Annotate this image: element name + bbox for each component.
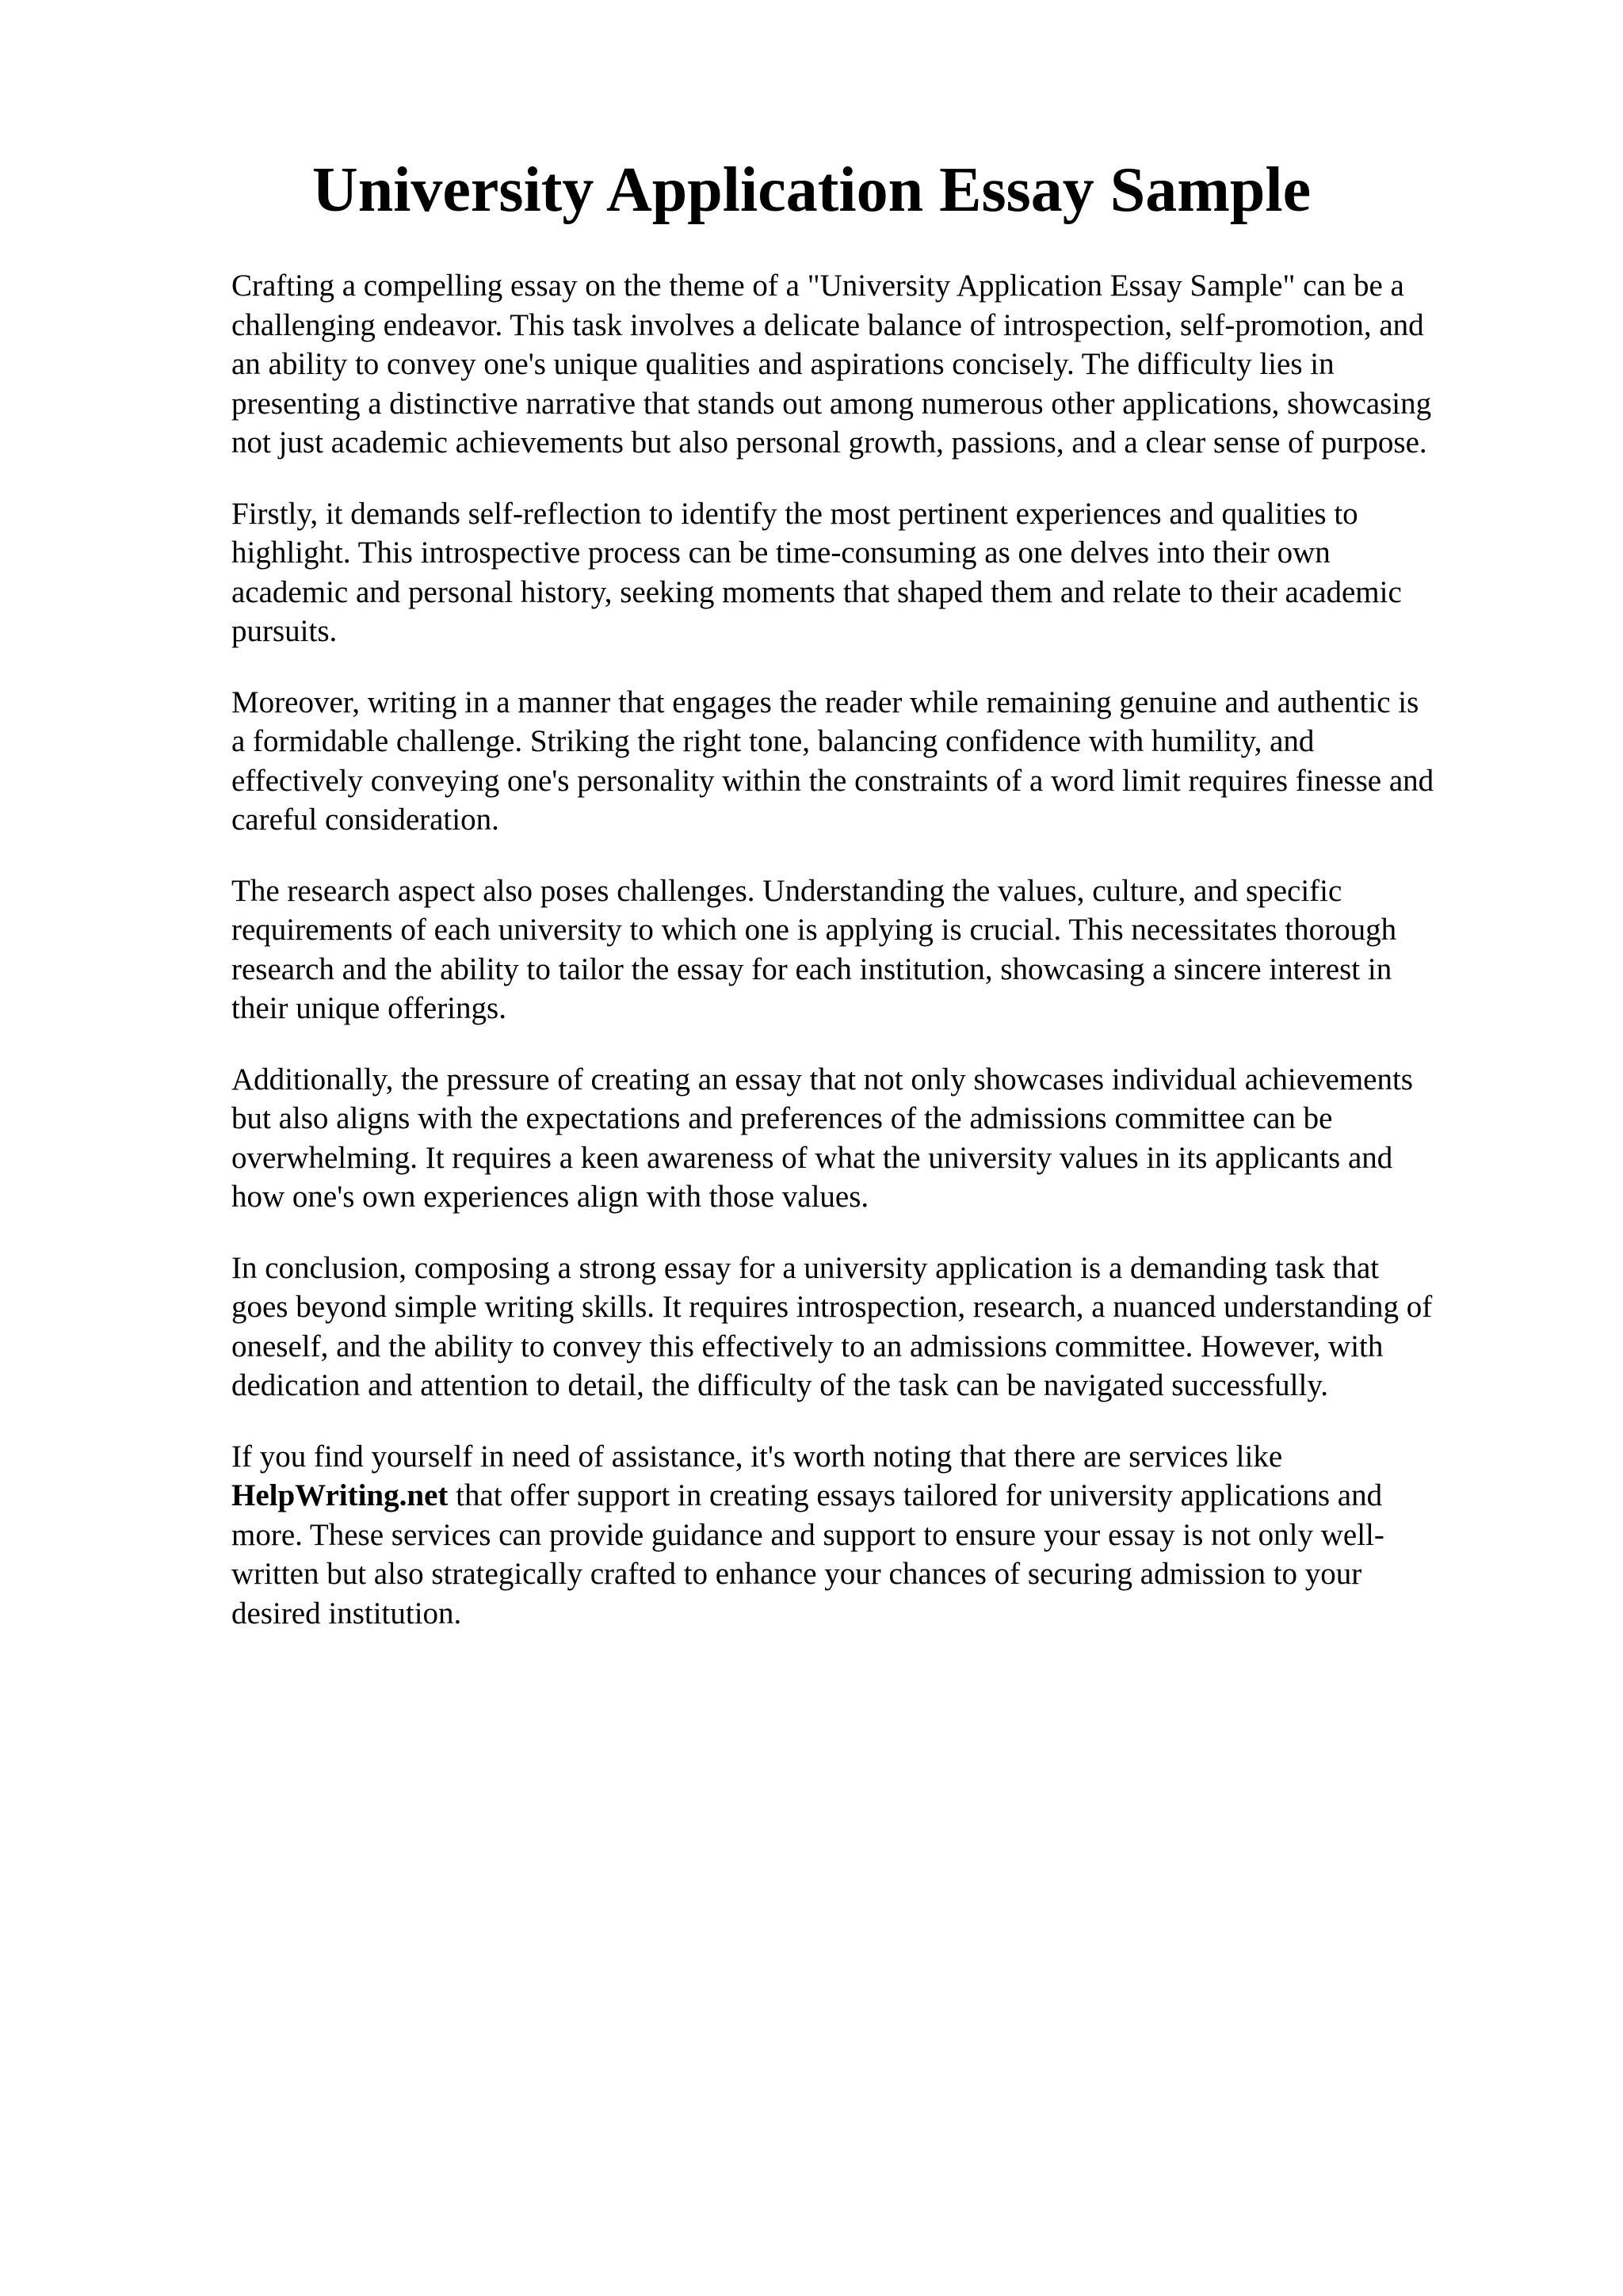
text-line [231, 1476, 1515, 1516]
text-line: Additionally, the pressure of creating an essay that not only showcases individual achievements [231, 1062, 1413, 1097]
text-line: challenging endeavor. This task involves a delicate balance of introspection, self-promotion, and [231, 307, 1424, 342]
text-line: pursuits. [231, 614, 338, 648]
brand-name: HelpWriting.net [231, 1478, 449, 1512]
text-line: highlight. This introspective process can be time-consuming as one delves into their own [231, 536, 1331, 570]
text-line: more. These services can provide guidance and support to ensure your essay is not only well- [231, 1517, 1384, 1552]
text-line: The research aspect also poses challenges. Understanding the values, culture, and specific [231, 873, 1342, 908]
document-body [231, 266, 1515, 1665]
paragraph-assistance [231, 1437, 1515, 1634]
text-line: goes beyond simple writing skills. It requires introspection, research, a nuanced understanding of [231, 1290, 1433, 1324]
text-line: desired institution. [231, 1596, 462, 1630]
text-segment: that offer support in creating essays tailored for university applications and [448, 1478, 1383, 1512]
text-line: requirements of each university to which one is applying is crucial. This necessitates thorough [231, 913, 1397, 947]
text-line: an ability to convey one's unique qualities and aspirations concisely. The difficulty lies in [231, 347, 1335, 381]
text-line: how one's own experiences align with those values. [231, 1180, 869, 1214]
paragraph-self-reflection [231, 494, 1515, 651]
text-line: dedication and attention to detail, the difficulty of the task can be navigated successfully. [231, 1368, 1329, 1402]
text-line: presenting a distinctive narrative that stands out among numerous other applications, showcasing [231, 386, 1432, 421]
text-line: academic and personal history, seeking moments that shaped them and relate to their academic [231, 574, 1402, 609]
text-line: Crafting a compelling essay on the theme of a "University Application Essay Sample" can be a [231, 269, 1404, 303]
text-line: In conclusion, composing a strong essay for a university application is a demanding task that [231, 1250, 1380, 1285]
text-line: oneself, and the ability to convey this effectively to an admissions committee. However, with [231, 1329, 1384, 1363]
text-line: overwhelming. It requires a keen awareness of what the university values in its applicants and [231, 1140, 1393, 1175]
text-line: research and the ability to tailor the essay for each institution, showcasing a sincere interest in [231, 952, 1392, 986]
text-line: If you find yourself in need of assistance, it's worth noting that there are services like [231, 1439, 1283, 1474]
text-line: written but also strategically crafted to enhance your chances of securing admission to your [231, 1557, 1362, 1591]
paragraph-intro [231, 266, 1515, 463]
document-title: University Application Essay Sample [311, 155, 1312, 225]
text-line: careful consideration. [231, 803, 499, 837]
text-line: not just academic achievements but also personal growth, passions, and a clear sense of purpose. [231, 425, 1427, 460]
text-line: Firstly, it demands self-reflection to identify the most pertinent experiences and qualities to [231, 496, 1358, 531]
paragraph-conclusion [231, 1249, 1515, 1405]
text-line: Moreover, writing in a manner that engages the reader while remaining genuine and authentic is [231, 685, 1419, 719]
paragraph-research [231, 871, 1515, 1028]
text-line: a formidable challenge. Striking the right tone, balancing confidence with humility, and [231, 724, 1315, 758]
text-line: effectively conveying one's personality within the constraints of a word limit requires finesse and [231, 763, 1434, 798]
paragraph-pressure [231, 1060, 1515, 1217]
text-line: but also aligns with the expectations and preferences of the admissions committee can be [231, 1101, 1333, 1135]
text-line: their unique offerings. [231, 991, 506, 1025]
paragraph-tone [231, 683, 1515, 840]
